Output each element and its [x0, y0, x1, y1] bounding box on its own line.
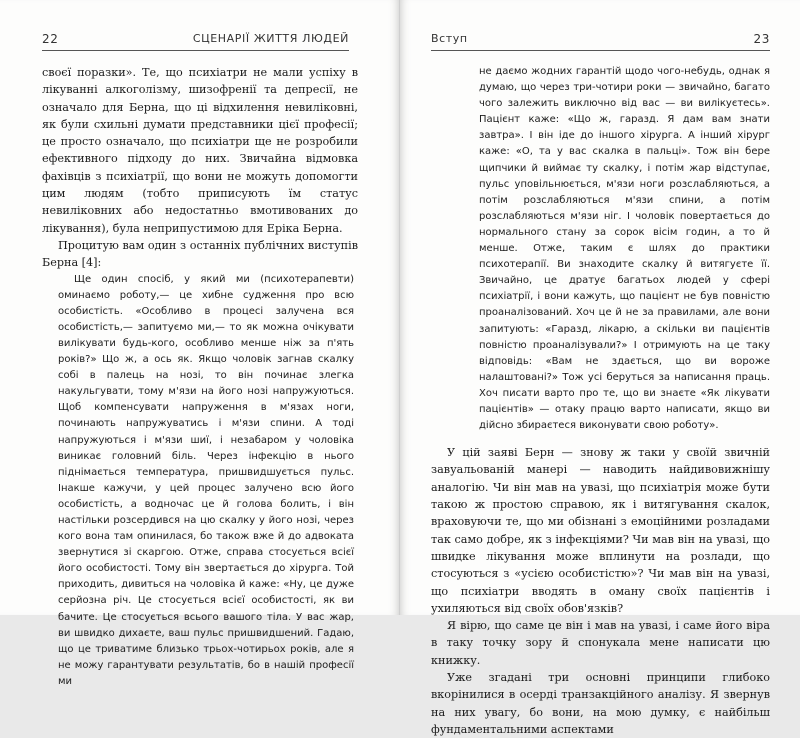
paragraph: Процитую вам один з останніх публічних виступів Берна [4]: [42, 238, 358, 270]
paragraph: Уже згадані три основні принципи глибоко вкорінилися в осерді трaнзакційного аналізу. Я звернув на них увагу, бо вони, на мою думку, є найбільш фундаментальними аспектами [431, 671, 770, 736]
left-page-body [42, 64, 358, 690]
right-page-header [400, 0, 800, 52]
page-number: 23 [753, 32, 770, 46]
left-page [0, 0, 400, 687]
header-rule [431, 50, 770, 51]
right-page [400, 0, 800, 736]
paragraph: У цій заяві Берн — знову ж таки у своїй звичній завуальованій манері — наводить найдивовижнішу аналогію. Чи він мав на увазі, що психіатрія може бути такою ж простою справою, як і витягування скалок, враховуючи те, що ми обізнані з емоційними розладами так само добре, як з інфекціями? Чи мав він на увазі, що швидке лікування може вплинути на розлади, що стосуються з «усією особистістю»? Чи мав він на увазі, що психіатри вводять в оману своїх пацієнтів і ухиляються від своїх обов'язків? [431, 446, 770, 615]
right-page-body [431, 64, 770, 738]
running-title: Вступ [431, 32, 468, 45]
paragraph: Я вірю, що саме це він і мав на увазі, і саме його віра в таку точку зору й спонукала мене написати цю книжку. [431, 619, 770, 667]
block-quote: Ще один спосіб, у який ми (психотерапевти) оминаємо роботу,— це хибне судження про всю особистість. «Особливо в процесі залучена вся особистість,— запитуємо ми,— то як можна очікувати вилікувати будь-кого, особливо менше ніж за п'ять років?» Що ж, а ось як. Якщо чоловік загнав скалку собі в палець на нозі, то він починає злегка накульгувати, тому м'язи на його нозі напружуються. Щоб компенсувати напруження в м'язах ноги, починають напружуватись і м'язи спини. А тоді напружуються і м'язи шиї, і незабаром у чоловіка виникає головний біль. Через інфекцію в нього піднімається температура, пришвидшується пульс. Інакше кажучи, у цей процес залучено всю його особистість, а водночас це й голова болить, і він настільки розсердився на цю скалку у його нозі, через кого вона там опинилася, бо також вже й до адвоката звернутися зі скаргою. Отже, справа стосується всієї його особистості. Тому він звертається до хірурга. Той приходить, дивиться на чоловіка й каже: «Ну, це дуже серйозна річ. Це стосується всієї особистості, як ви бачите. Це стосується всього вашого тіла. У вас жар, ви швидко дихаєте, ваш пульс пришвидшений. Гадаю, що це триватиме близько трьох-чотирьох років, але я не можу гарантувати результатів, бо в нашій професії ми [58, 273, 354, 687]
header-rule [42, 50, 349, 51]
running-title: СЦЕНАРІЇ ЖИТТЯ ЛЮДЕЙ [192, 32, 349, 45]
page-number: 22 [42, 32, 59, 46]
left-page-header [0, 0, 399, 52]
block-quote-continued: не даємо жодних гарантій щодо чого-небудь, однак я думаю, що через три-чотири роки — звичайно, багато чого залежить виключно від вас — ви вилікуєтесь». Пацієнт каже: «Що ж, гаразд. Я дам вам знати завтра». І він іде до іншого хірурга. А інший хірург каже: «О, та у вас скалка в пальці». Тож він бере щипчики й виймає ту скалку, і потім жар відступає, пульс уповільнюється, м'язи ноги розслабляються, а потім розслабляються м'язи спини, а потім розслабляються м'язи ніг. І чоловік повертається до нормального стану за сорок вісім годин, а то й менше. Отже, таким є шлях до практики психотерапії. Ви знаходите скалку й витягуєте її. Звичайно, це дратує багатьох людей у сфері психіатрії, і вони кажуть, що пацієнт не був повністю проаналізований. Хоч це й не за правилами, але вони запитують: «Гаразд, лікарю, а скільки ви пацієнтів повністю проаналізували?» І отримують на це таку відповідь: «Вам не здається, що ви вороже налаштовані?» Тож усі беруться за написання праць. Хоч писати варто про те, що ви знаєте «Як лікувати пацієнтів» — отаку працю варто написати, якщо ви дійсно збираєтеся виконувати свою роботу». [479, 66, 770, 432]
paragraph: своєї поразки». Те, що психіатри не мали успіху в лікуванні алкоголізму, шизофренії та депресії, не означало для Берна, що ці відхилення невиліковні, як були схильні думати представники цієї професії; це просто означало, що психіатри ще не розробили ефективного підходу до них. Звичайна відмовка фахівців з психіатрії, що вони не можуть допомогти цим людям (тобто приписують їм статус невиліковних або недостатньо вмотивованих до лікування), була неприпустимою для Еріка Берна. [42, 66, 358, 235]
